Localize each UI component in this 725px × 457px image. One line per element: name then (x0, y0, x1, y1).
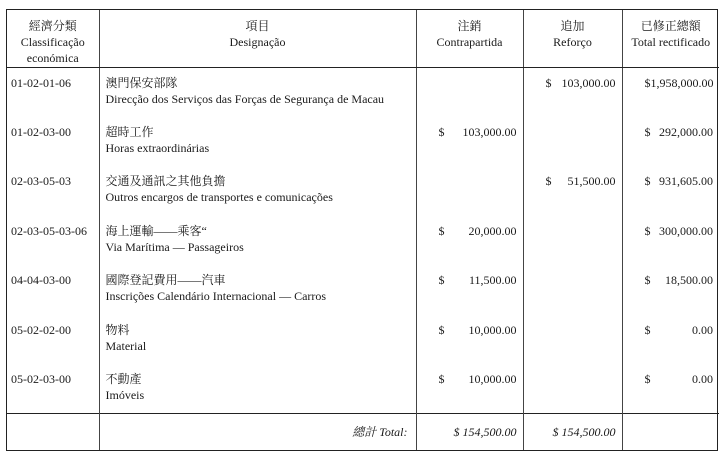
designation-zh: 物料 (105, 322, 130, 337)
cell-reforco (523, 364, 622, 413)
header-code: 經濟分類 Classificação económica (7, 10, 99, 68)
designation-pt: Outros encargos de transportes e comunicações (105, 190, 333, 205)
cell-reforco (523, 117, 622, 166)
budget-table (7, 10, 719, 450)
contra-value: 11,500.00 (468, 273, 517, 288)
contra-value: 10,000.00 (468, 372, 517, 387)
currency-symbol: $ (545, 76, 552, 90)
cell-code: 05-02-02-00 (11, 322, 71, 337)
header-designation: 項目 Designação (99, 10, 416, 68)
header-total-rectificado: 已修正總額 Total rectificado (622, 10, 719, 68)
cell-designation (99, 315, 416, 364)
cell-total (622, 117, 719, 166)
designation-zh: 國際登記費用——汽車 (105, 273, 226, 288)
total-row (7, 414, 719, 451)
total-amount (623, 371, 720, 387)
cell-designation (99, 364, 416, 413)
currency-symbol: $ (644, 372, 651, 387)
cell-reforco (523, 216, 622, 265)
total-label: 總計 Total: (99, 414, 416, 451)
currency-symbol: $ (438, 223, 445, 238)
cell-contra (416, 216, 523, 265)
designation-zh: 海上運輸——乘客“ (105, 223, 207, 238)
cell-contra (416, 117, 523, 166)
cell-designation (99, 166, 416, 215)
currency-symbol: $ (644, 223, 651, 238)
total-value: 931,605.00 (659, 174, 713, 189)
header-row (7, 10, 719, 68)
cell-total (622, 166, 719, 215)
cell-code: 02-03-05-03 (11, 174, 71, 189)
currency-symbol: $ (644, 273, 651, 288)
contra-amount (417, 124, 523, 140)
contra-amount (417, 272, 523, 288)
total-amount (623, 272, 720, 288)
designation-pt: Via Marítima — Passageiros (105, 239, 244, 254)
cell-contra (416, 166, 523, 215)
currency-symbol: $ (545, 174, 552, 189)
cell-designation (99, 265, 416, 314)
total-amount (623, 223, 720, 239)
cell-contra (416, 68, 523, 117)
cell-total (622, 216, 719, 265)
total-reforco: $ 154,500.00 (552, 425, 616, 439)
designation-pt: Horas extraordinárias (105, 140, 210, 155)
table-row (7, 315, 719, 364)
cell-contra (416, 265, 523, 314)
table-row (7, 166, 719, 215)
reforco-value: 103,000.00 (561, 76, 616, 90)
designation-pt: Imóveis (105, 388, 145, 403)
table-row (7, 216, 719, 265)
contra-amount (417, 371, 523, 387)
total-value: 300,000.00 (659, 223, 713, 238)
designation-pt: Material (105, 338, 147, 353)
reforco-amount (524, 173, 622, 189)
cell-reforco (523, 68, 622, 117)
contra-value: 103,000.00 (462, 124, 517, 139)
designation-zh: 澳門保安部隊 (105, 76, 178, 90)
header-reforco: 追加 Reforço (523, 10, 622, 68)
cell-code: 01-02-01-06 (11, 76, 71, 90)
cell-code: 05-02-03-00 (11, 372, 71, 387)
cell-total (622, 265, 719, 314)
cell-contra (416, 364, 523, 413)
cell-total (622, 315, 719, 364)
reforco-value: 51,500.00 (567, 174, 616, 189)
currency-symbol: $ (644, 322, 651, 337)
currency-symbol: $ (438, 322, 445, 337)
currency-symbol: $ (438, 273, 445, 288)
currency-symbol: $ (644, 124, 651, 139)
designation-zh: 超時工作 (105, 124, 154, 139)
contra-value: 20,000.00 (468, 223, 517, 238)
total-contrapartida: $ 154,500.00 (453, 425, 517, 439)
header-contrapartida: 注銷 Contrapartida (416, 10, 523, 68)
total-amount (623, 322, 720, 338)
cell-designation (99, 68, 416, 117)
cell-reforco (523, 315, 622, 364)
designation-zh: 交通及通訊之其他負擔 (105, 174, 226, 189)
currency-symbol: $ (644, 174, 651, 189)
currency-symbol: $ (438, 124, 445, 139)
total-amount (623, 124, 720, 140)
table-row (7, 364, 719, 413)
cell-code: 02-03-05-03-06 (11, 223, 87, 238)
cell-designation (99, 117, 416, 166)
total-amount (623, 75, 720, 91)
total-value: 1,958,000.00 (650, 76, 714, 90)
cell-designation (99, 216, 416, 265)
cell-reforco (523, 265, 622, 314)
cell-total (622, 68, 719, 117)
cell-reforco (523, 166, 622, 215)
reforco-amount (524, 75, 622, 91)
table-row (7, 117, 719, 166)
cell-contra (416, 315, 523, 364)
contra-value: 10,000.00 (468, 322, 517, 337)
cell-total (622, 364, 719, 413)
currency-symbol: $ (644, 76, 651, 90)
table-row (7, 265, 719, 314)
contra-amount (417, 223, 523, 239)
total-value: 292,000.00 (659, 124, 713, 139)
cell-code: 04-04-03-00 (11, 273, 71, 288)
total-value: 0.00 (692, 372, 713, 387)
designation-zh: 不動產 (105, 372, 142, 387)
table-row (7, 68, 719, 117)
cell-code: 01-02-03-00 (11, 124, 71, 139)
total-value: 18,500.00 (665, 273, 713, 288)
designation-pt: Inscrições Calendário Internacional — Carros (105, 289, 327, 304)
currency-symbol: $ (438, 372, 445, 387)
budget-table-document (6, 9, 718, 451)
total-value: 0.00 (692, 322, 713, 337)
designation-pt: Direcção dos Serviços das Forças de Segurança de Macau (105, 92, 385, 106)
contra-amount (417, 322, 523, 338)
total-amount (623, 173, 720, 189)
